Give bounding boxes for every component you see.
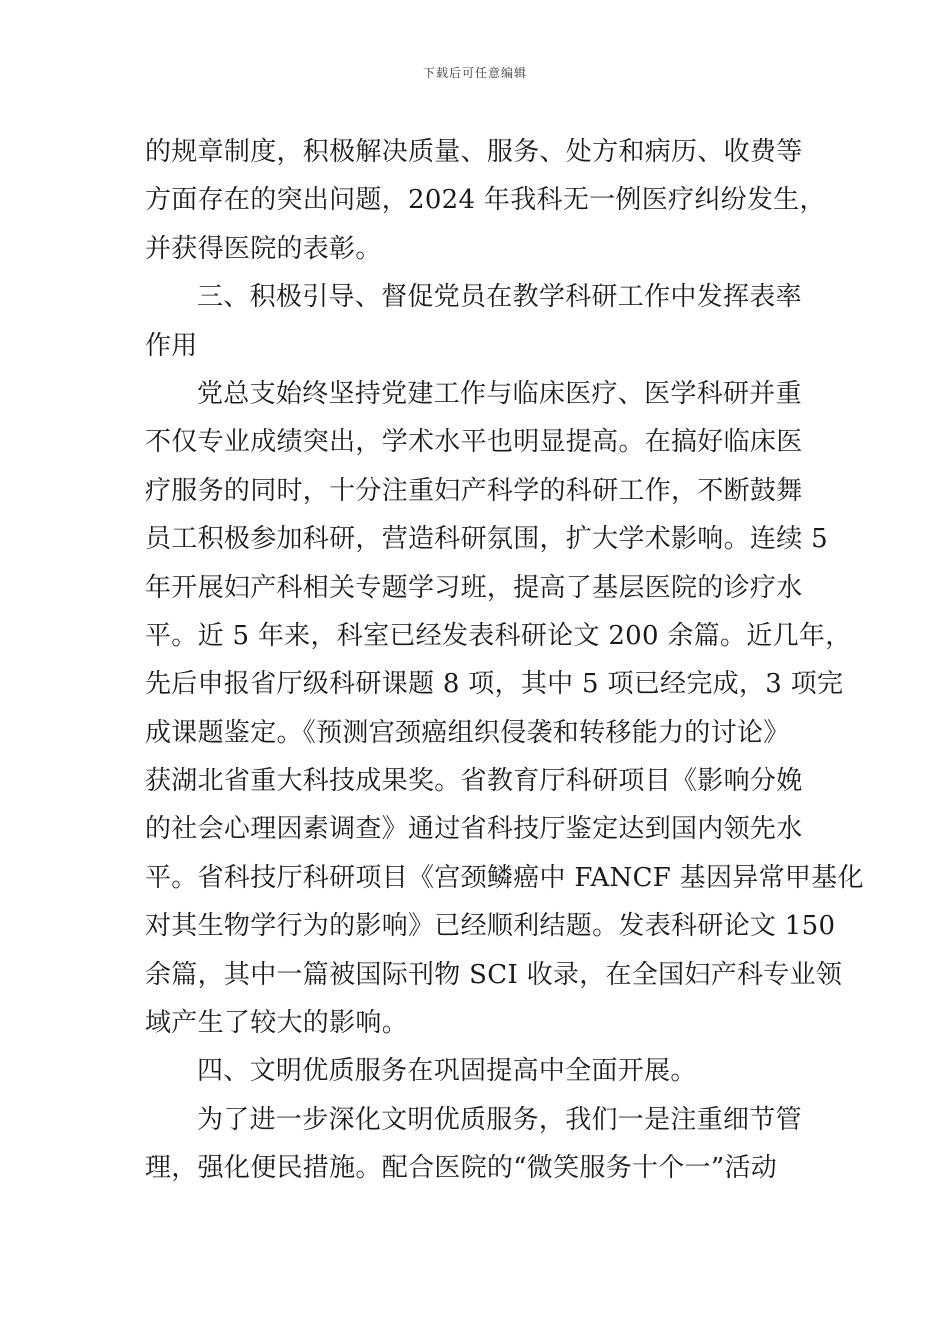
text-line: 党总支始终坚持党建工作与临床医疗、医学科研并重 — [197, 378, 802, 409]
text-line: 三、积极引导、督促党员在教学科研工作中发挥表率 — [197, 282, 802, 313]
page-header: 下载后可任意编辑 — [422, 66, 527, 80]
text-line: 余篇，其中一篇被国际刊物 SCI 收录，在全国妇产科专业领 — [145, 959, 843, 990]
text-line: 平。省科技厅科研项目《宫颈鳞癌中 FANCF 基因异常甲基化 — [145, 862, 864, 893]
text-line: 理，强化便民措施。配合医院的“微笑服务十个一”活动 — [145, 1153, 778, 1184]
text-line: 四、文明优质服务在巩固提高中全面开展。 — [197, 1056, 697, 1087]
text-line: 先后申报省厅级科研课题 8 项，其中 5 项已经完成，3 项完 — [145, 669, 844, 700]
text-line: 获湖北省重大科技成果奖。省教育厅科研项目《影响分娩 — [145, 766, 803, 797]
text-line: 对其生物学行为的影响》已经顺利结题。发表科研论文 150 — [145, 911, 836, 942]
text-line: 方面存在的突出问题，2024 年我科无一例医疗纠纷发生， — [145, 185, 826, 216]
text-line: 不仅专业成绩突出，学术水平也明显提高。在搞好临床医 — [145, 427, 803, 458]
text-line: 成课题鉴定。《预测宫颈癌组织侵袭和转移能力的讨论》 — [145, 717, 790, 748]
text-line: 为了进一步深化文明优质服务，我们一是注重细节管 — [197, 1104, 802, 1135]
text-line: 域产生了较大的影响。 — [145, 1008, 409, 1039]
document-body — [145, 128, 864, 1193]
text-line: 年开展妇产科相关专题学习班，提高了基层医院的诊疗水 — [145, 572, 803, 603]
text-line: 作用 — [145, 330, 198, 361]
text-line: 平。近 5 年来，科室已经发表科研论文 200 余篇。近几年， — [145, 620, 852, 651]
text-line: 并获得医院的表彰。 — [145, 233, 382, 264]
text-line: 的规章制度，积极解决质量、服务、处方和病历、收费等 — [145, 137, 803, 167]
text-line: 员工积极参加科研，营造科研氛围，扩大学术影响。连续 5 — [145, 524, 828, 555]
text-line: 的社会心理因素调查》通过省科技厅鉴定达到国内领先水 — [145, 814, 803, 845]
text-line: 疗服务的同时，十分注重妇产科学的科研工作，不断鼓舞 — [145, 475, 803, 506]
